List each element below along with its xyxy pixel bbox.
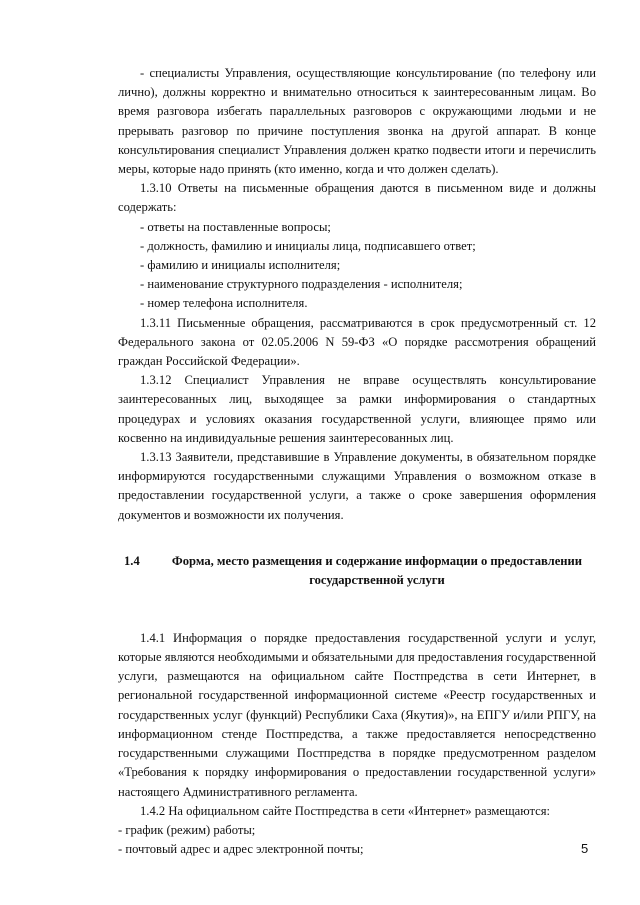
page-number: 5 — [581, 841, 589, 856]
section-title: Форма, место размещения и содержание информации о предоставлении государственной услуги — [171, 553, 583, 588]
list-item: - должность, фамилию и инициалы лица, подписавшего ответ; — [140, 238, 476, 253]
list-item: - номер телефона исполнителя. — [140, 296, 308, 311]
paragraph: 1.3.12 Специалист Управления не вправе осуществлять консультирование заинтересованных лиц, выходящее за рамки информирования о стандартных процедурах и условиях оказания государственной услуги, влияющее прямо или косвенно на индивидуальные решения заинтересованных лиц. — [118, 373, 596, 445]
paragraph: 1.4.2 На официальном сайте Постпредства в сети «Интернет» размещаются: — [140, 803, 551, 818]
list-item: - почтовый адрес и адрес электронной почты; — [118, 842, 364, 857]
paragraph: 1.3.10 Ответы на письменные обращения даются в письменном виде и должны содержать: — [118, 181, 596, 215]
list-item: - график (режим) работы; — [118, 822, 256, 837]
paragraph: 1.4.1 Информация о порядке предоставления государственной услуги и услуг, которые являются необходимыми и обязательными для предоставления государственной услуги, размещаются на официальном сайте Постпредства в сети Интернет, в региональной государственной информационной системе «Реестр государственных и государственных услуг (функций) Республики Саха (Якутия)», на ЕПГУ и/или РПГУ, на информационном стенде Постпредства, а также предоставляется непосредственно государственными служащими Постпредства в порядке предусмотренном разделом «Требования к порядку информирования о предоставлении государственной услуги» настоящего Административного регламента. — [118, 630, 596, 799]
section-heading — [118, 552, 596, 591]
section-number: 1.4 — [124, 553, 140, 568]
list-item: - фамилию и инициалы исполнителя; — [140, 258, 341, 273]
body-text — [118, 64, 596, 859]
paragraph: - специалисты Управления, осуществляющие консультирование (по телефону или лично), должны корректно и внимательно относиться к заинтересованным лицам. Во время разговора избегать параллельных разговоров с окружающими людьми и не прерывать разговор по причине поступления звонка на другой аппарат. В конце консультирования специалист Управления должен кратко подвести итоги и перечислить меры, которые надо принять (кто именно, когда и что должен сделать). — [118, 66, 596, 177]
list-item: - наименование структурного подразделения - исполнителя; — [140, 277, 463, 292]
paragraph: 1.3.11 Письменные обращения, рассматриваются в срок предусмотренный ст. 12 Федерального закона от 02.05.2006 N 59-ФЗ «О порядке рассмотрения обращений граждан Российской Федерации». — [118, 315, 596, 369]
list-item: - ответы на поставленные вопросы; — [140, 219, 331, 234]
paragraph: 1.3.13 Заявители, представившие в Управление документы, в обязательном порядке информируются государственными служащими Управления о возможном отказе в предоставлении государственной услуги, а также о сроке завершения оформления документов и возможности их получения. — [118, 450, 596, 522]
